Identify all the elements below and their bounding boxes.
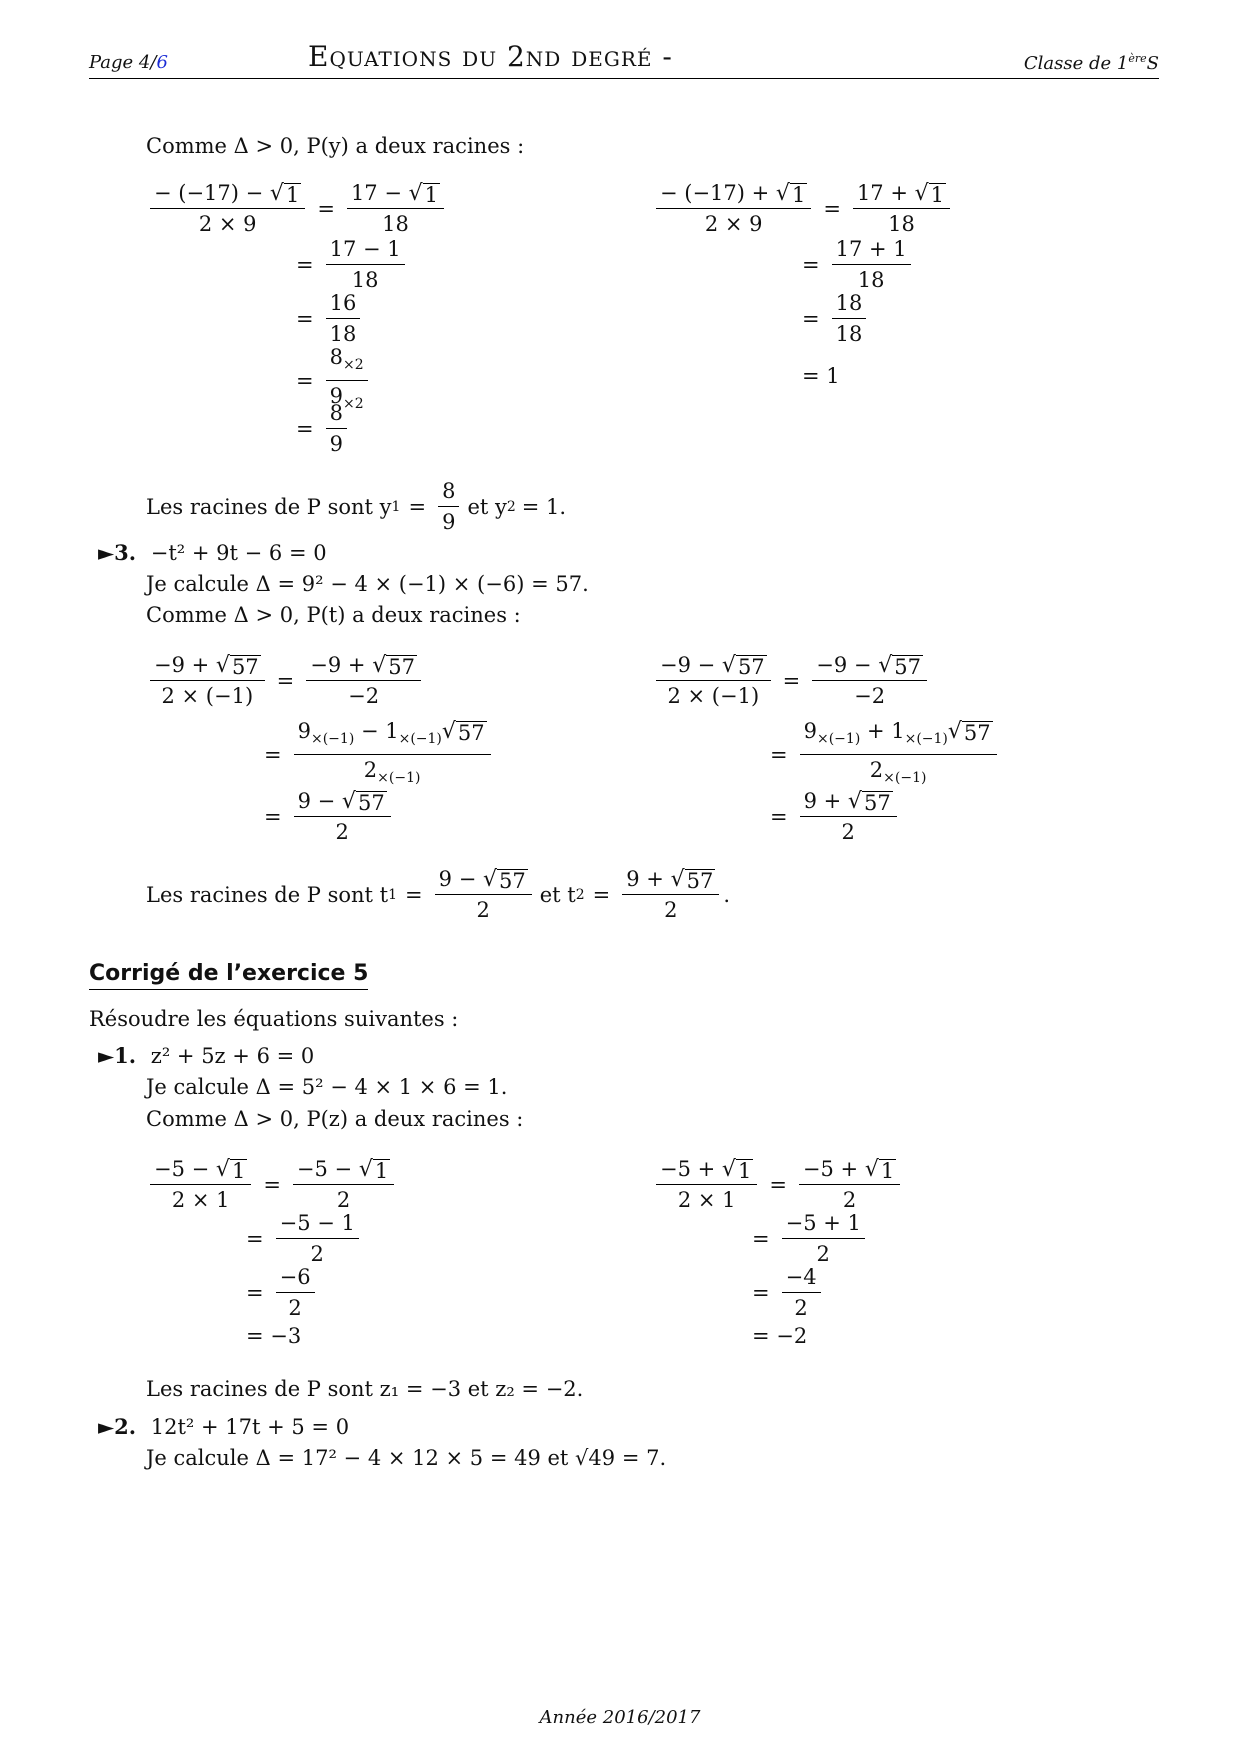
ex5-item2: ►2. 12t² + 17t + 5 = 0 [98,1414,350,1439]
class-label: Classe de 1èreS [1023,52,1159,74]
z-root1-step3: = $\frac{-6}{2}$ [238,1264,319,1321]
footer-year: Année 2016/2017 [539,1707,701,1728]
y-root1-step4: = $\frac{8_{\times 2}}{9_{\times 2}}$ [288,344,372,417]
ex5-item2-calc: Je calcule Δ = 17² − 4 × 12 × 5 = 49 et √49 = 7. [146,1446,667,1470]
t-root2-step3: = 9 + √ 57 2 [762,788,901,845]
y-root1-step5: = $\frac{8}{9}$ [288,400,351,457]
z-conclusion: Les racines de P sont z₁ = −3 et z₂ = −2. [146,1377,584,1401]
t-root1-step3: = 9 − √ 57 2 [256,788,395,845]
y-root2-step2: = $\frac{17 + 1}{18}$ [794,236,915,293]
t-root1-step1: −9 + √ 57 2 × (−1) = −9 + √ 57 −2 [146,652,425,709]
item3-calc: Je calcule Δ = 9² − 4 × (−1) × (−6) = 57. [146,572,589,596]
intro-y: Comme Δ > 0, P(y) a deux racines : [146,134,525,158]
y-conclusion: Les racines de P sont y 1 = $\frac{8}{9}$ et y 2 = 1. [146,479,567,534]
item3-intro: Comme Δ > 0, P(t) a deux racines : [146,603,521,627]
ex5-item1: ►1. z² + 5z + 6 = 0 [98,1043,315,1068]
z-root1-step2: = $\frac{-5 - 1}{2}$ [238,1210,363,1267]
ex5-item1-calc: Je calcule Δ = 5² − 4 × 1 × 6 = 1. [146,1075,508,1099]
page-total-link[interactable]: 6 [156,52,168,73]
y-root2-step1: − (−17) + √ 1 2 × 9 = 17 + √ 1 18 [652,180,954,237]
header-rule [89,78,1159,79]
y-root2-step3: = $\frac{18}{18}$ [794,290,870,347]
page-number: Page 4/6 [89,52,168,73]
page-title: Equations du 2nd degré - [308,40,673,73]
t-root2-step2: = $9_{\times(-1)} + 1_{\times(-1)}$ √ 57 $2_{\times(-1)}$ [762,718,1001,791]
t-conclusion: Les racines de P sont t 1 = 9 − √ 57 2 et t 2 = 9 + √ 57 2 . [146,867,731,922]
t-root2-step1: −9 − √ 57 2 × (−1) = −9 − √ 57 −2 [652,652,931,709]
t-root1-step2: = $9_{\times(-1)} - 1_{\times(-1)}$ √ 57 $2_{\times(-1)}$ [256,718,495,791]
y-root1-step3: = $\frac{16}{18}$ [288,290,364,347]
exercise5-prompt: Résoudre les équations suivantes : [89,1007,459,1031]
z-root2-step1: −5 + √ 1 2 × 1 = −5 + √ 1 2 [652,1156,904,1213]
item3: ►3. −t² + 9t − 6 = 0 [98,540,327,565]
y-root1-step2: = $\frac{17 - 1}{18}$ [288,236,409,293]
y-root1-step1: − (−17) − √ 1 2 × 9 = 17 − √ 1 18 [146,180,448,237]
z-root2-step3: = $\frac{-4}{2}$ [744,1264,825,1321]
z-root1-step1: −5 − √ 1 2 × 1 = −5 − √ 1 2 [146,1156,398,1213]
section-title: Corrigé de l’exercice 5 [89,961,368,990]
z-root2-step4: = −2 [752,1324,808,1348]
ex5-item1-intro: Comme Δ > 0, P(z) a deux racines : [146,1107,524,1131]
z-root1-step4: = −3 [246,1324,302,1348]
y-root2-step4: = 1 [802,364,840,388]
z-root2-step2: = $\frac{-5 + 1}{2}$ [744,1210,869,1267]
